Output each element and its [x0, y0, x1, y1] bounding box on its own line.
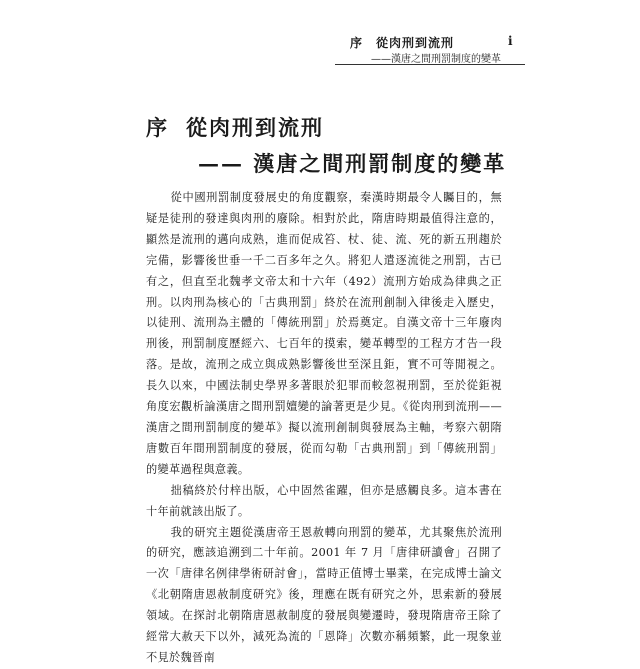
paragraph-2: 拙稿終於付梓出版，心中固然雀躍，但亦是感觸良多。這本書在十年前就該出版了。: [146, 483, 502, 518]
chapter-title: [146, 112, 546, 178]
running-head-subtitle: ——漢唐之間刑罰制度的變革: [371, 54, 501, 65]
paragraph-3: 我的研究主題從漢唐帝王恩赦轉向刑罰的變革，尤其聚焦於流刑的研究，應該追溯到二十年前。2001 年 7 月「唐律研讀會」召開了一次「唐律名例律學術研討會」，當時正值博士畢業，在完成博士論文《北朝隋唐恩赦制度研究》後，理應在既有研究之外，思索新的發展領域。在探討北朝隋唐恩赦制度的發展與變遷時，發現隋唐帝王除了經常大赦天下以外，減死為流的「恩降」次數亦稱頻繁，此一現象並不見於魏晉南: [146, 525, 502, 664]
page-number: i: [508, 34, 513, 48]
running-head-section: 序 從肉刑到流刑: [350, 36, 455, 50]
running-head-rule: [335, 64, 525, 65]
body-text: [146, 188, 502, 669]
title-main: 從肉刑到流刑: [186, 115, 324, 140]
paragraph-1: 從中國刑罰制度發展史的角度觀察，秦漢時期最令人矚目的，無疑是徒刑的發達與肉刑的廢除。相對於此，隋唐時期最值得注意的，顯然是流刑的邁向成熟，進而促成笞、杖、徒、流、死的新五刑趨於完備，影響後世垂一千二百多年之久。將犯人遣逐流徙之刑罰，古已有之，但直至北魏孝文帝太和十六年（492）流刑方始成為律典之正刑。以肉刑為核心的「古典刑罰」終於在流刑創制入律後走入歷史，以徒刑、流刑為主體的「傳統刑罰」於焉奠定。自漢文帝十三年廢肉刑後，刑罰制度歷經六、七百年的摸索，變革轉型的工程方才告一段落。是故，流刑之成立與成熟影響後世至深且鉅，實不可等閒視之。長久以來，中國法制史學界多著眼於犯罪而較忽視刑罰，至於從鉅視角度宏觀析論漢唐之間刑罰嬗變的論著更是少見。《從肉刑到流刑——漢唐之間刑罰制度的變革》擬以流刑創制與發展為主軸，考察六朝隋唐數百年間刑罰制度的發展，從而勾勒「古典刑罰」到「傳統刑罰」的變革過程與意義。: [146, 191, 502, 476]
running-head: [0, 34, 640, 64]
title-subtitle: —— 漢唐之間刑罰制度的變革: [198, 151, 507, 176]
title-line-1: [146, 112, 546, 140]
title-prefix: 序: [146, 115, 169, 140]
